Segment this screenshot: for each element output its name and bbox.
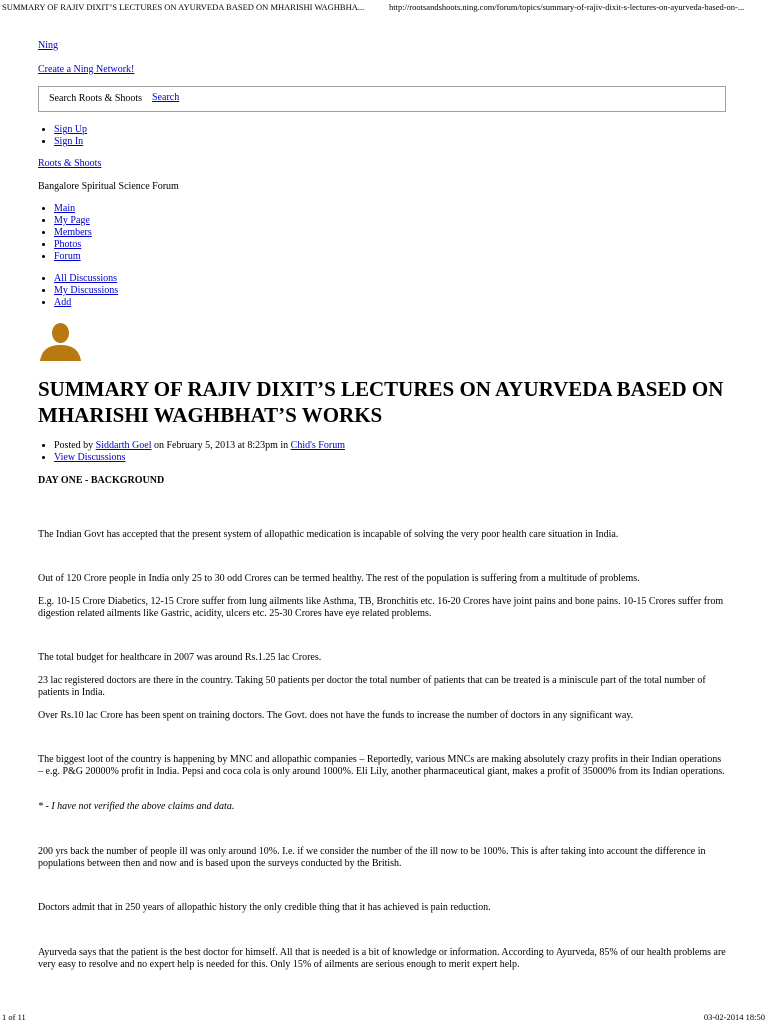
meta-prefix: Posted by (54, 440, 94, 451)
author-avatar[interactable] (38, 320, 83, 361)
forum-nav-item (54, 285, 118, 297)
forum-nav-item (54, 297, 118, 309)
post-title: SUMMARY OF RAJIV DIXIT’S LECTURES ON AYURVEDA BASED ON MHARISHI WAGHBHAT’S WORKS (38, 377, 724, 427)
nav-item (54, 239, 92, 251)
nav-item (54, 215, 92, 227)
body-paragraph: 200 yrs back the number of people ill was only around 10%. I.e. if we consider the number of the ill now to be 100%. This is after taking into account the difference in populations between then and now and is based upon the surveys conducted by the British. (38, 846, 706, 869)
nav-main[interactable]: Main (54, 203, 76, 214)
body-paragraph: Over Rs.10 lac Crore has been spent on training doctors. The Govt. does not have the funds to increase the number of doctors in any significant way. (38, 710, 634, 721)
print-datetime: 03-02-2014 18:50 (703, 1012, 765, 1022)
main-nav (38, 203, 92, 263)
account-item (54, 136, 87, 148)
body-paragraph: The biggest loot of the country is happening by MNC and allopathic companies – Reportedly, various MNCs are making absolutely crazy profits in their Indian operations – e.g. P&G 20000% profit in India. Pepsi and coca cola is only around 1000%. Eli Lily, another pharmaceutical giant, makes a profit of 35000% from its Indian operations. (38, 754, 725, 777)
nav-forum[interactable]: Forum (54, 251, 81, 262)
nav-item (54, 251, 92, 263)
ning-link[interactable]: Ning (38, 40, 58, 51)
section-heading: DAY ONE - BACKGROUND (38, 475, 165, 486)
account-item (54, 124, 87, 136)
body-paragraph: Ayurveda says that the patient is the best doctor for himself. All that is needed is a bit of knowledge or information. According to Ayurveda, 85% of our health problems are very easy to resolve and no expert help is needed for this. Only 15% of ailments are serious enough to merit expert help. (38, 947, 726, 970)
add-discussion-link[interactable]: Add (54, 297, 72, 308)
create-network-link[interactable]: Create a Ning Network! (38, 64, 135, 75)
view-discussions-link[interactable]: View Discussions (54, 452, 126, 463)
meta-middle: on February 5, 2013 at 8:23pm in (154, 440, 289, 451)
author-link[interactable]: Siddarth Goel (95, 440, 152, 451)
network-header (38, 158, 101, 169)
user-silhouette-icon (38, 320, 83, 361)
search-button[interactable]: Search (152, 92, 180, 103)
nav-photos[interactable]: Photos (54, 239, 82, 250)
forum-nav-item (54, 273, 118, 285)
nav-my-page[interactable]: My Page (54, 215, 90, 226)
body-paragraph: E.g. 10-15 Crore Diabetics, 12-15 Crore suffer from lung ailments like Asthma, TB, Bronchitis etc. 16-20 Crores have joint pains and bone pains. 10-15 Crores suffer from digestion related ailments like Gastric, acidity, ulcers etc. 25-30 Crores have eye related problems. (38, 596, 724, 619)
nav-item (54, 227, 92, 239)
forum-nav (38, 273, 118, 309)
my-discussions-link[interactable]: My Discussions (54, 285, 119, 296)
search-input[interactable] (45, 92, 153, 105)
all-discussions-link[interactable]: All Discussions (54, 273, 118, 284)
body-paragraph: Out of 120 Crore people in India only 25 to 30 odd Crores can be termed healthy. The rest of the population is suffering from a multitude of problems. (38, 573, 640, 584)
network-name-link[interactable]: Roots & Shoots (38, 158, 102, 169)
body-paragraph: 23 lac registered doctors are there in the country. Taking 50 patients per doctor the total number of patients that can be treated is a miniscule part of the total number of patients in India. (38, 675, 706, 698)
nav-item (54, 203, 92, 215)
print-header-title: SUMMARY OF RAJIV DIXIT’S LECTURES ON AYURVEDA BASED ON MHARISHI WAGHBHA... (2, 2, 365, 12)
account-links (38, 124, 87, 148)
disclaimer-note: * - I have not verified the above claims and data. (38, 801, 235, 812)
print-header (0, 0, 768, 14)
post-meta (38, 440, 345, 464)
body-paragraph: The total budget for healthcare in 2007 was around Rs.1.25 lac Crores. (38, 652, 322, 663)
post-meta-line (54, 440, 345, 452)
sign-up-link[interactable]: Sign Up (54, 124, 88, 135)
nav-members[interactable]: Members (54, 227, 92, 238)
top-links (38, 40, 728, 76)
view-discussions-item (54, 452, 345, 464)
forum-link[interactable]: Chid's Forum (290, 440, 345, 451)
network-tagline: Bangalore Spiritual Science Forum (38, 181, 179, 192)
search-box (38, 86, 726, 112)
page-number: 1 of 11 (2, 1012, 26, 1022)
sign-in-link[interactable]: Sign In (54, 136, 84, 147)
body-paragraph: The Indian Govt has accepted that the present system of allopathic medication is incapable of solving the very poor health care situation in India. (38, 529, 619, 540)
print-header-url: http://rootsandshoots.ning.com/forum/topics/summary-of-rajiv-dixit-s-lectures-on-ayurveda-based-on-... (389, 2, 745, 12)
body-paragraph: Doctors admit that in 250 years of allopathic history the only credible thing that it has achieved is pain reduction. (38, 902, 491, 913)
